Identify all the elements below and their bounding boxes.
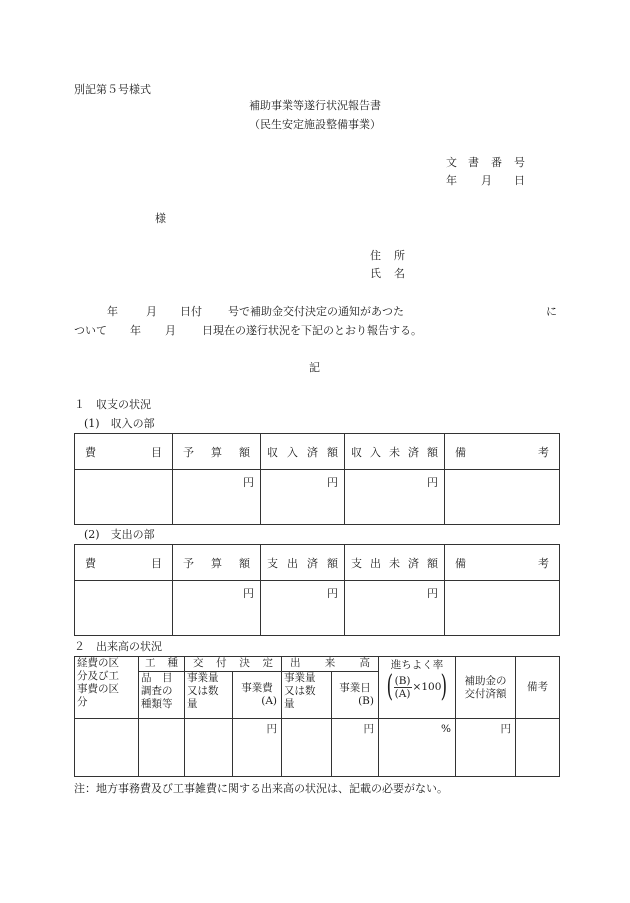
income-label: (1) 収入の部: [84, 417, 155, 430]
income-header-biko: 備 考: [445, 434, 560, 470]
expense-header-sumi: 支 出 済 額: [261, 545, 345, 581]
col-progress-rate: 進ちよく率 ( $\frac{(B)}{(A)}$ ×100 ): [379, 657, 456, 719]
section2-heading: ２ 出来高の状況: [74, 640, 162, 653]
col-subsidy-paid: 補助金の 交付済額: [456, 657, 516, 719]
income-table: [74, 433, 560, 525]
expense-header-misumi: 支 出 未 済 額: [345, 545, 445, 581]
group-kofu-kettei: 交 付 決 定: [185, 657, 282, 672]
income-header-yosan: 予 算 額: [173, 434, 261, 470]
form-label: 別記第５号様式: [74, 83, 151, 96]
cell-keihi-kubun[interactable]: [75, 719, 139, 777]
footnote: 注：地方事務費及び工事雑費に関する出来高の状況は、記載の必要がない。: [74, 782, 448, 795]
col-jigyohi-a: 事業費 (A): [233, 672, 282, 719]
income-cell-biko[interactable]: [445, 470, 560, 525]
group-dekidaka: 出 来 高: [282, 657, 379, 672]
expense-header-yosan: 予 算 額: [173, 545, 261, 581]
cell-jigyoryo-kofu[interactable]: [185, 719, 233, 777]
section1-heading: １ 収支の状況: [74, 398, 151, 411]
cell-remarks[interactable]: [516, 719, 560, 777]
cell-progress-rate[interactable]: %: [379, 719, 456, 777]
income-header-himoku: 費 目: [75, 434, 173, 470]
cell-subsidy-paid[interactable]: 円: [456, 719, 516, 777]
col-hinmoku: 品 目 調査の 種類等: [139, 672, 185, 719]
cell-hinmoku[interactable]: [139, 719, 185, 777]
income-header-misumi: 収 入 未 済 額: [345, 434, 445, 470]
expense-table: [74, 544, 560, 636]
expense-cell-misumi[interactable]: 円: [345, 581, 445, 636]
income-cell-yosan[interactable]: 円: [173, 470, 261, 525]
ki-mark: 記: [309, 361, 320, 374]
income-cell-sumi[interactable]: 円: [261, 470, 345, 525]
col-keihi-kubun: 経費の区 分及び工 事費の区 分: [75, 657, 139, 719]
col-koshu-top: 工 種: [139, 657, 185, 672]
cell-jigyohi-b[interactable]: 円: [332, 719, 379, 777]
income-cell-himoku[interactable]: [75, 470, 173, 525]
expense-header-biko: 備 考: [445, 545, 560, 581]
expense-cell-biko[interactable]: [445, 581, 560, 636]
cell-jigyohi-a[interactable]: 円: [233, 719, 282, 777]
expense-cell-himoku[interactable]: [75, 581, 173, 636]
expense-header-himoku: 費 目: [75, 545, 173, 581]
col-jigyoryo-dekidaka: 事業量 又は数 量: [282, 672, 332, 719]
document-subtitle: （民生安定施設整備事業）: [249, 118, 381, 131]
expense-cell-yosan[interactable]: 円: [173, 581, 261, 636]
progress-formula: ( $\frac{(B)}{(A)}$ ×100 ): [386, 669, 448, 704]
addressee-suffix: 様: [155, 212, 166, 225]
col-jigyoryo-kofu: 事業量 又は数 量: [185, 672, 233, 719]
cell-jigyoryo-dekidaka[interactable]: [282, 719, 332, 777]
dekidaka-table: [74, 656, 560, 777]
col-jigyohi-b: 事業日 (B): [332, 672, 379, 719]
expense-label: (2) 支出の部: [84, 528, 155, 541]
expense-cell-sumi[interactable]: 円: [261, 581, 345, 636]
income-cell-misumi[interactable]: 円: [345, 470, 445, 525]
col-remarks: 備考: [516, 657, 560, 719]
document-title: 補助事業等遂行状況報告書: [249, 99, 381, 112]
income-header-sumi: 収 入 済 額: [261, 434, 345, 470]
